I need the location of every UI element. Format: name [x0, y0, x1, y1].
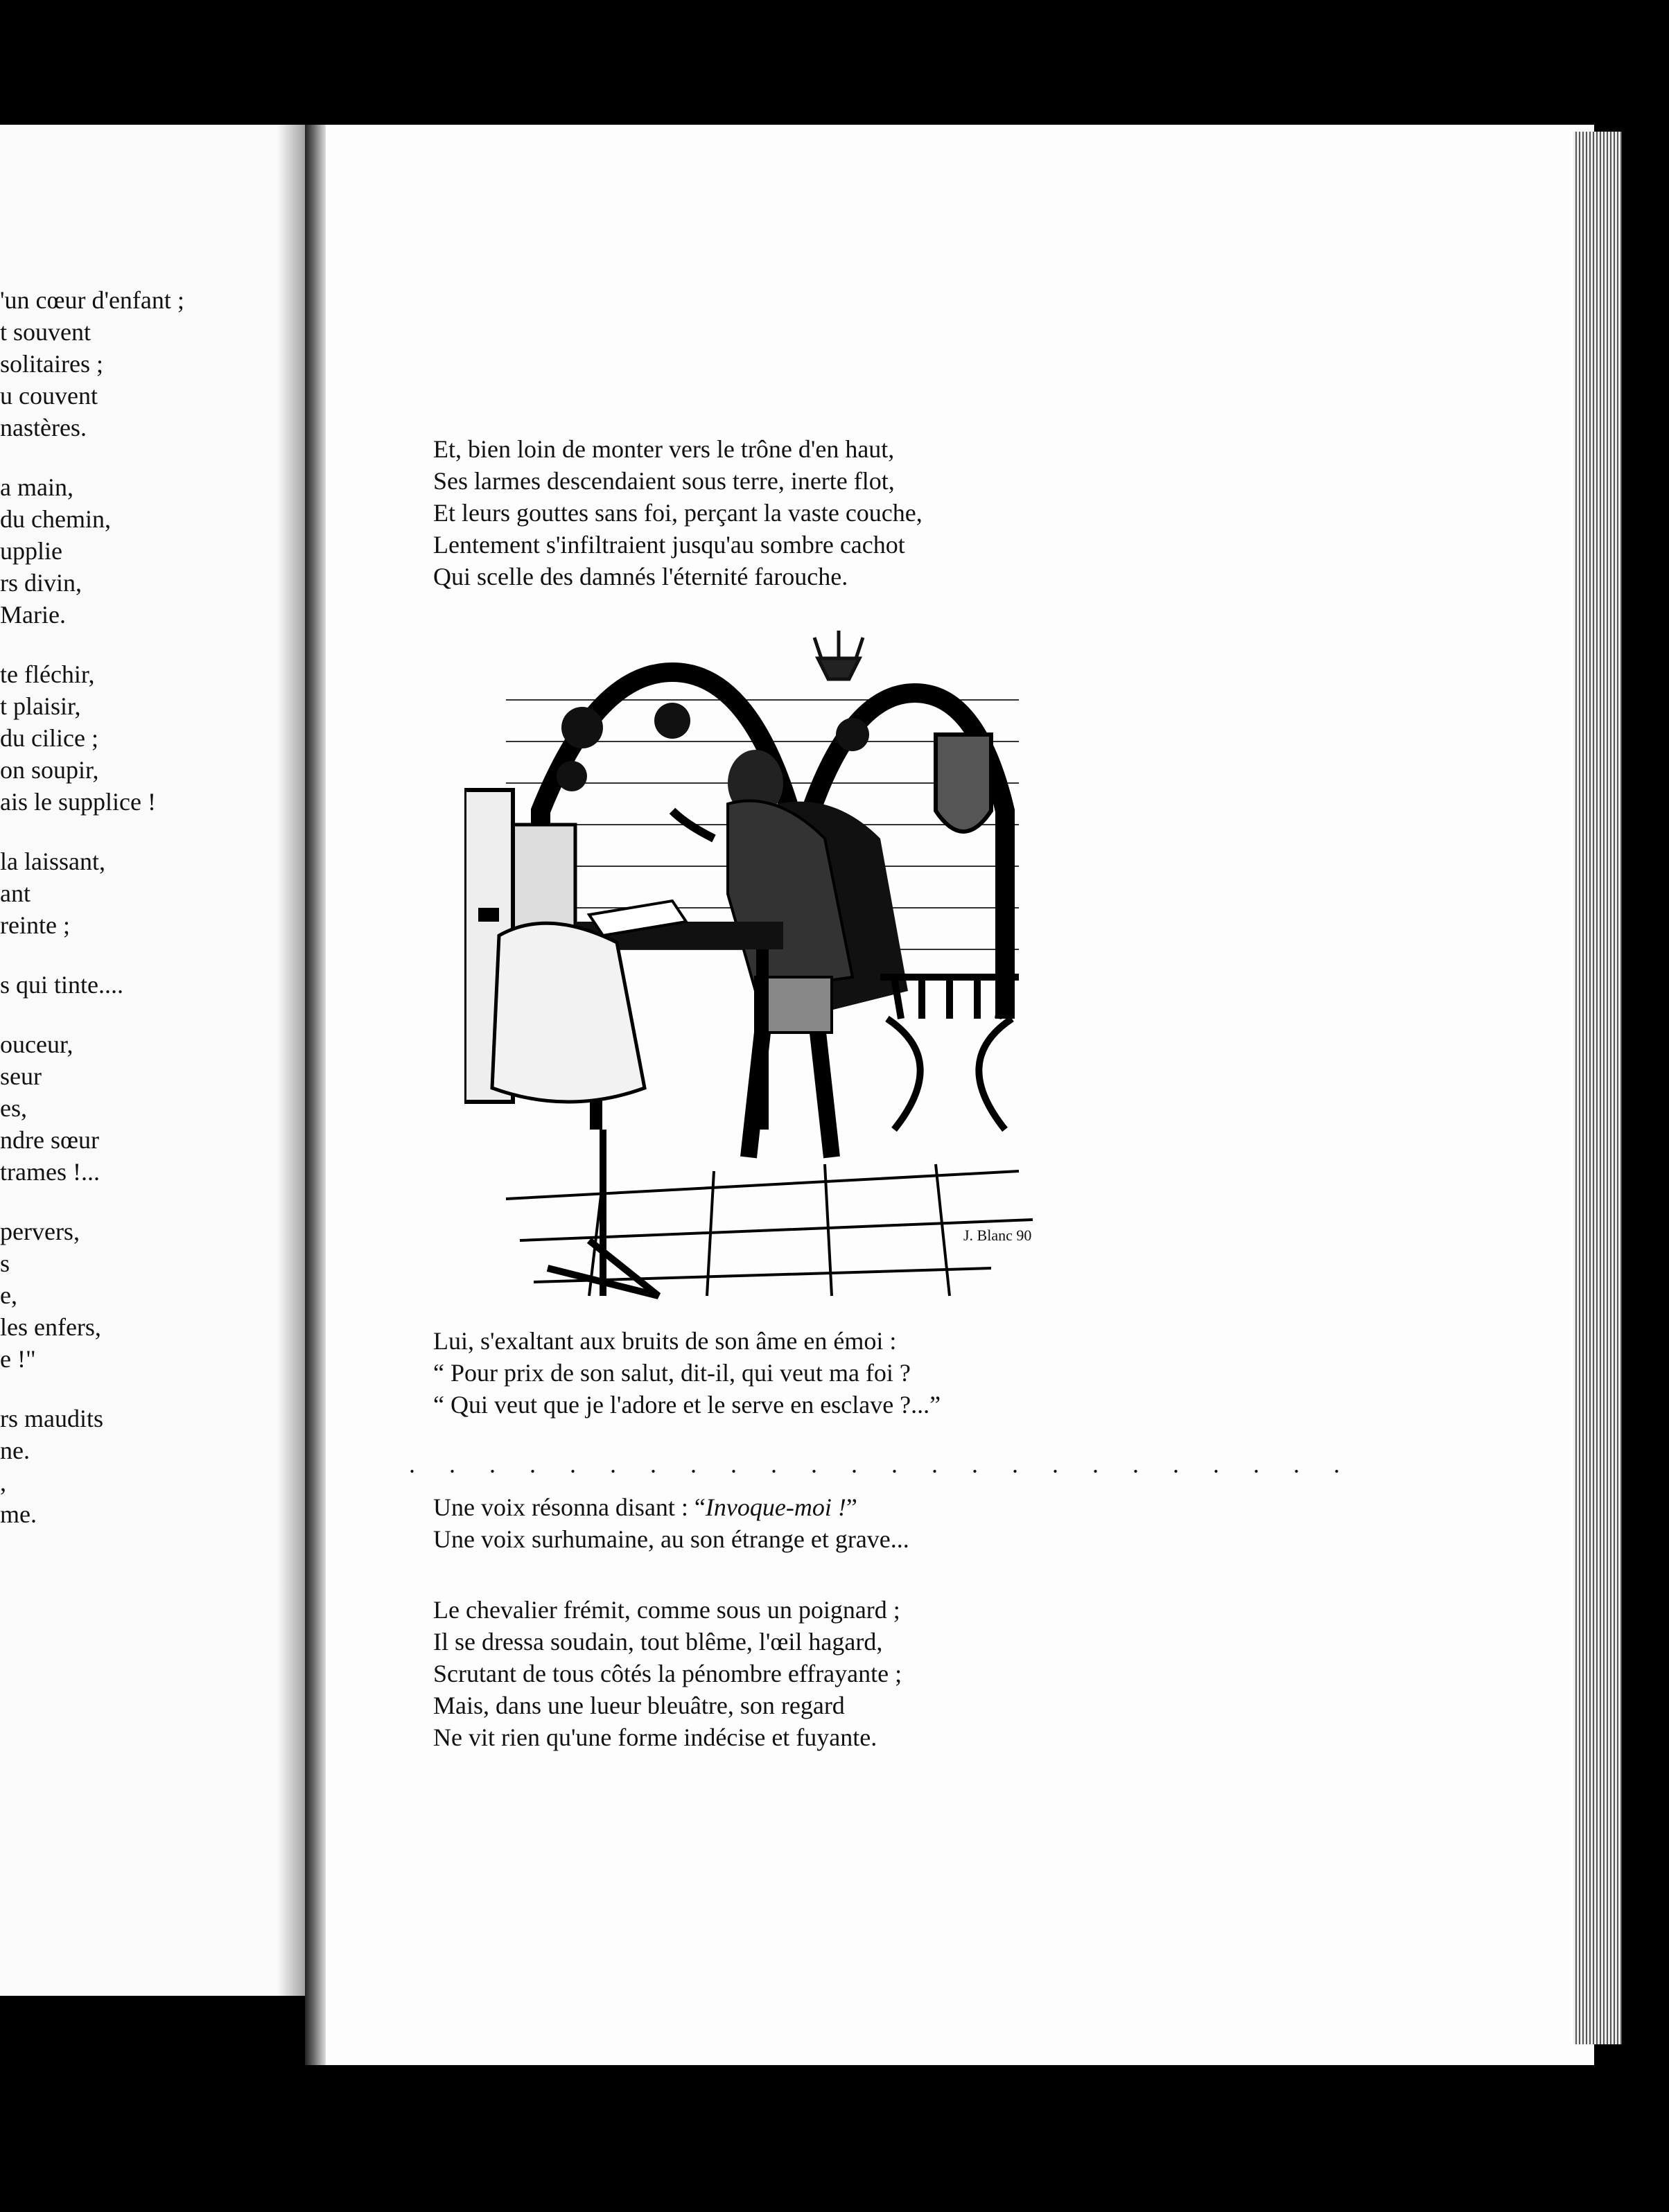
stanza-line: Le chevalier frémit, comme sous un poignard ; [433, 1596, 900, 1624]
invoke-quote: Invoque-moi ! [705, 1493, 846, 1521]
left-page-line: a main, [0, 473, 73, 501]
left-page-line: t plaisir, [0, 692, 81, 720]
stanza-line: Ne vit rien qu'une forme indécise et fuyante. [433, 1723, 877, 1751]
left-page-line: te fléchir, [0, 660, 95, 688]
left-page-line: ant [0, 879, 30, 907]
stanza-line [433, 1491, 909, 1523]
left-page-line: e, [0, 1281, 17, 1309]
left-page-line: reinte ; [0, 911, 70, 939]
stanza-2 [433, 1325, 941, 1421]
left-page-line: e !" [0, 1345, 36, 1373]
engraving-illustration [464, 631, 1060, 1303]
left-page-line: seur [0, 1062, 42, 1090]
left-page-line: ne. [0, 1437, 30, 1464]
left-page-line: s [0, 1249, 10, 1277]
stanza-line: Lui, s'exaltant aux bruits de son âme en émoi : [433, 1327, 897, 1355]
left-page-line: rs maudits [0, 1405, 103, 1432]
left-page-line: Marie. [0, 601, 66, 629]
stanza-line: Et, bien loin de monter vers le trône d'en haut, [433, 435, 895, 463]
stanza-line: Mais, dans une lueur bleuâtre, son regard [433, 1692, 845, 1719]
stanza-line: Ses larmes descendaient sous terre, inerte flot, [433, 467, 895, 495]
book-spine [305, 125, 326, 2065]
left-page-line: me. [0, 1500, 37, 1528]
page-edges [1573, 132, 1622, 2044]
left-page-line: nastères. [0, 414, 87, 441]
illustration-signature: J. Blanc 90 [963, 1227, 1032, 1244]
left-page-line: u couvent [0, 382, 98, 410]
left-page-line: rs divin, [0, 569, 82, 597]
stanza-line: “ Qui veut que je l'adore et le serve en esclave ?...” [433, 1391, 941, 1419]
stanza-3 [433, 1491, 909, 1555]
stanza-line: Scrutant de tous côtés la pénombre effrayante ; [433, 1660, 902, 1687]
left-page-line: pervers, [0, 1218, 80, 1245]
stanza-line: Qui scelle des damnés l'éternité farouche. [433, 563, 848, 590]
left-page-line: 'un cœur d'enfant ; [0, 286, 184, 314]
left-page-line: solitaires ; [0, 350, 103, 378]
stanza-line-suffix: ” [846, 1493, 857, 1521]
left-page [0, 125, 305, 1996]
left-page-line: t souvent [0, 318, 91, 346]
left-page-line: la laissant, [0, 848, 105, 875]
gutter-shadow [277, 125, 305, 1996]
left-page-line: upplie [0, 537, 62, 565]
left-page-line: du cilice ; [0, 724, 98, 752]
stanza-line-prefix: Une voix résonna disant : “ [433, 1493, 706, 1521]
left-page-line: s qui tinte.... [0, 971, 123, 999]
stanza-1 [433, 433, 923, 592]
left-page-line: on soupir, [0, 756, 99, 784]
left-page-line: es, [0, 1094, 27, 1122]
stanza-line: Une voix surhumaine, au son étrange et grave... [433, 1525, 909, 1553]
stanza-4 [433, 1594, 902, 1753]
left-page-line: les enfers, [0, 1313, 101, 1341]
left-page-line: du chemin, [0, 505, 111, 533]
stanza-line: “ Pour prix de son salut, dit-il, qui veut ma foi ? [433, 1359, 911, 1387]
ellipsis-dots: . . . . . . . . . . . . . . . . . . . . . . . . [409, 1450, 1354, 1478]
stanza-line: Et leurs gouttes sans foi, perçant la vaste couche, [433, 499, 923, 527]
stanza-line: Lentement s'infiltraient jusqu'au sombre cachot [433, 531, 905, 559]
left-page-line: ais le supplice ! [0, 788, 156, 816]
left-page-line: , [0, 1468, 6, 1496]
left-page-line: ouceur, [0, 1030, 73, 1058]
left-page-line: trames !... [0, 1158, 100, 1186]
left-page-line: ndre sœur [0, 1126, 99, 1154]
stanza-line: Il se dressa soudain, tout blême, l'œil hagard, [433, 1628, 883, 1656]
